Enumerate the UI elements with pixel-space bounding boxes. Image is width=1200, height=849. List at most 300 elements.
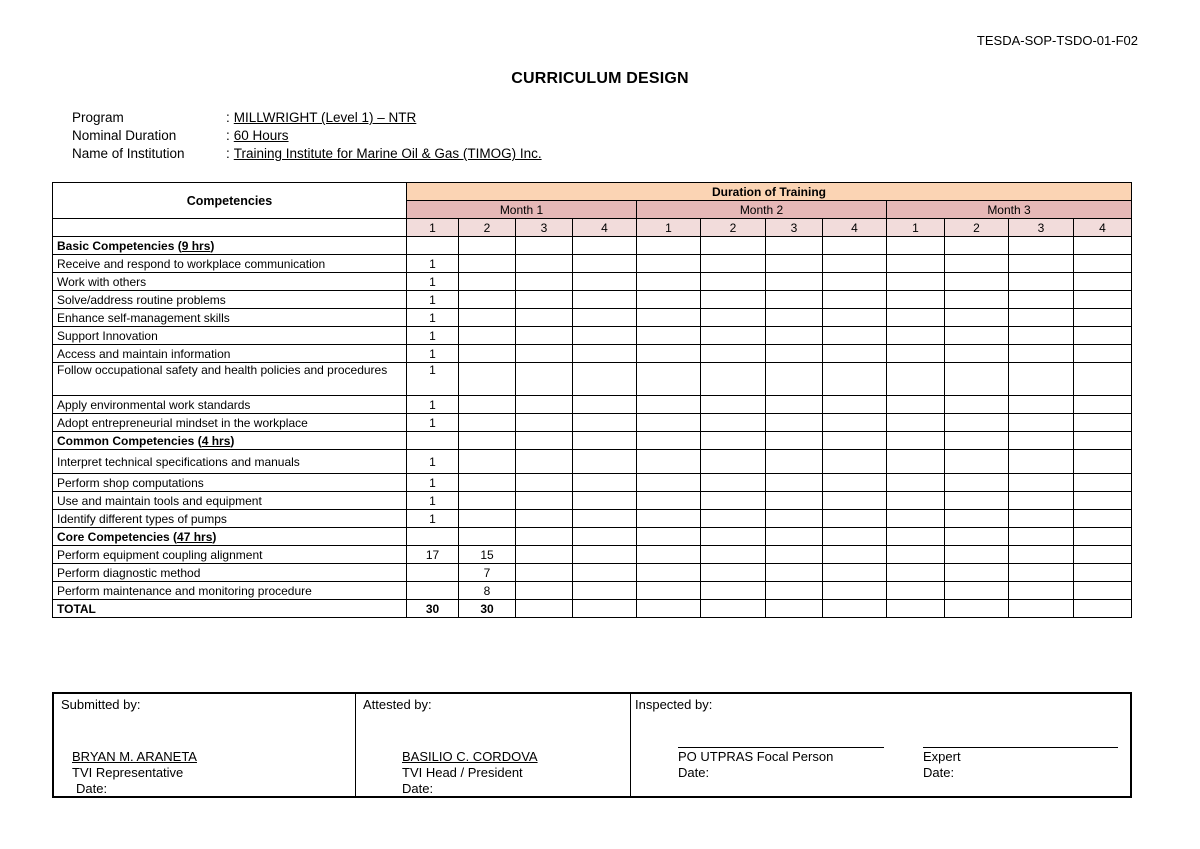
hours-cell: 30	[459, 600, 516, 618]
table-row	[53, 291, 1132, 309]
hours-cell	[573, 396, 637, 414]
expert-role: Expert	[923, 749, 961, 764]
hours-cell	[766, 432, 823, 450]
hours-cell	[766, 345, 823, 363]
hours-cell	[459, 273, 516, 291]
hours-cell	[823, 528, 887, 546]
hours-cell	[637, 363, 701, 396]
hours-cell	[1074, 432, 1132, 450]
hours-cell	[701, 273, 766, 291]
hours-cell	[945, 255, 1009, 273]
hours-cell	[1074, 255, 1132, 273]
hours-cell	[637, 432, 701, 450]
hours-cell	[701, 255, 766, 273]
competency-label: Access and maintain information	[53, 345, 407, 363]
hours-cell	[637, 546, 701, 564]
week-header: 4	[823, 219, 887, 237]
hours-cell	[766, 510, 823, 528]
hours-cell	[823, 432, 887, 450]
hours-cell	[887, 273, 945, 291]
hours-cell	[701, 432, 766, 450]
hours-cell	[887, 582, 945, 600]
hours-cell	[637, 237, 701, 255]
hours-cell: 1	[407, 345, 459, 363]
hours-cell	[823, 291, 887, 309]
section-label: Core Competencies (	[57, 529, 178, 544]
expert-signature-line	[923, 747, 1118, 781]
hours-cell	[823, 582, 887, 600]
hours-cell	[1009, 273, 1074, 291]
hours-cell: 1	[407, 396, 459, 414]
table-row	[53, 492, 1132, 510]
hours-cell	[516, 528, 573, 546]
hours-cell	[766, 273, 823, 291]
hours-cell	[766, 600, 823, 618]
hours-cell	[701, 309, 766, 327]
hours-cell	[573, 510, 637, 528]
hours-cell	[459, 345, 516, 363]
hours-cell	[573, 363, 637, 396]
hours-cell	[887, 510, 945, 528]
hours-cell	[945, 492, 1009, 510]
competency-label: Perform diagnostic method	[53, 564, 407, 582]
hours-cell	[766, 492, 823, 510]
hours-cell	[516, 546, 573, 564]
hours-cell	[459, 255, 516, 273]
hours-cell	[887, 363, 945, 396]
hours-cell: 1	[407, 414, 459, 432]
expert-date: Date:	[923, 765, 955, 780]
hours-cell	[1074, 237, 1132, 255]
hours-cell	[637, 255, 701, 273]
hours-cell	[887, 291, 945, 309]
hours-cell	[766, 327, 823, 345]
hours-cell	[516, 492, 573, 510]
hours-cell	[637, 327, 701, 345]
hours-cell	[516, 273, 573, 291]
hours-cell	[766, 237, 823, 255]
hours-cell	[701, 600, 766, 618]
section-close: )	[230, 433, 235, 448]
hours-cell	[637, 396, 701, 414]
hours-cell	[945, 528, 1009, 546]
signature-box	[52, 692, 1132, 798]
hours-cell	[887, 432, 945, 450]
hours-cell: 30	[407, 600, 459, 618]
hours-cell	[945, 414, 1009, 432]
hours-cell	[887, 255, 945, 273]
hours-cell	[945, 546, 1009, 564]
program-info	[72, 109, 542, 163]
institution-label: Name of Institution	[72, 146, 185, 161]
duration-value: 60 Hours	[233, 128, 289, 143]
hours-cell	[887, 600, 945, 618]
hours-cell	[637, 582, 701, 600]
hours-cell	[637, 600, 701, 618]
hours-cell	[637, 273, 701, 291]
competency-label: Apply environmental work standards	[53, 396, 407, 414]
hours-cell: 1	[407, 363, 459, 396]
hours-cell	[887, 396, 945, 414]
competency-label: Solve/address routine problems	[53, 291, 407, 309]
hours-cell	[945, 327, 1009, 345]
hours-cell: 1	[407, 474, 459, 492]
hours-cell	[573, 414, 637, 432]
competency-label: Enhance self-management skills	[53, 309, 407, 327]
hours-cell	[887, 492, 945, 510]
hours-cell	[573, 345, 637, 363]
week-header: 1	[637, 219, 701, 237]
utpras-date: Date:	[678, 765, 710, 780]
hours-cell	[637, 528, 701, 546]
hours-cell	[1009, 345, 1074, 363]
competency-label: Identify different types of pumps	[53, 510, 407, 528]
duration-header: Duration of Training	[407, 183, 1132, 201]
hours-cell	[1074, 396, 1132, 414]
hours-cell	[1009, 309, 1074, 327]
curriculum-table	[52, 182, 1132, 618]
hours-cell	[823, 474, 887, 492]
hours-cell	[701, 363, 766, 396]
hours-cell: 1	[407, 327, 459, 345]
hours-cell	[945, 345, 1009, 363]
total-label: TOTAL	[53, 600, 407, 618]
hours-cell	[459, 396, 516, 414]
hours-cell	[459, 474, 516, 492]
section-hours: 9 hrs	[181, 238, 211, 253]
hours-cell	[945, 450, 1009, 474]
hours-cell	[459, 327, 516, 345]
week-header: 3	[516, 219, 573, 237]
hours-cell	[945, 564, 1009, 582]
hours-cell	[823, 309, 887, 327]
hours-cell	[887, 309, 945, 327]
hours-cell	[516, 291, 573, 309]
hours-cell	[887, 564, 945, 582]
attested-date: Date:	[402, 781, 434, 796]
table-row	[53, 327, 1132, 345]
hours-cell	[1009, 450, 1074, 474]
hours-cell	[701, 564, 766, 582]
hours-cell: 1	[407, 273, 459, 291]
hours-cell	[637, 450, 701, 474]
hours-cell	[1074, 510, 1132, 528]
hours-cell	[823, 492, 887, 510]
hours-cell	[766, 255, 823, 273]
info-row-institution: Name of Institution : Training Institute for Marine Oil & Gas (TIMOG) Inc.	[72, 146, 542, 161]
hours-cell: 7	[459, 564, 516, 582]
competency-label: Perform maintenance and monitoring procedure	[53, 582, 407, 600]
hours-cell	[887, 237, 945, 255]
table-row	[53, 273, 1132, 291]
month-header: Month 2	[637, 201, 887, 219]
hours-cell	[573, 474, 637, 492]
hours-cell	[823, 450, 887, 474]
hours-cell	[823, 273, 887, 291]
hours-cell	[1074, 309, 1132, 327]
hours-cell	[1009, 291, 1074, 309]
section-title	[53, 237, 407, 255]
hours-cell	[573, 600, 637, 618]
hours-cell	[766, 396, 823, 414]
hours-cell	[766, 414, 823, 432]
hours-cell	[701, 492, 766, 510]
hours-cell	[637, 492, 701, 510]
hours-cell	[516, 510, 573, 528]
hours-cell	[459, 450, 516, 474]
table-row	[53, 363, 1132, 396]
competency-label: Perform shop computations	[53, 474, 407, 492]
hours-cell	[1074, 546, 1132, 564]
hours-cell	[516, 474, 573, 492]
competency-label: Adopt entrepreneurial mindset in the workplace	[53, 414, 407, 432]
page-title: CURRICULUM DESIGN	[511, 70, 689, 87]
hours-cell	[701, 582, 766, 600]
hours-cell	[637, 309, 701, 327]
hours-cell	[887, 546, 945, 564]
hours-cell	[516, 345, 573, 363]
inspected-section	[631, 694, 1130, 796]
table-row	[53, 546, 1132, 564]
section-row	[53, 528, 1132, 546]
hours-cell	[766, 546, 823, 564]
section-label: Basic Competencies (	[57, 238, 182, 253]
hours-cell	[1074, 363, 1132, 396]
table-row	[53, 309, 1132, 327]
hours-cell	[1009, 327, 1074, 345]
hours-cell	[573, 255, 637, 273]
hours-cell	[823, 414, 887, 432]
hours-cell	[823, 546, 887, 564]
hours-cell	[701, 528, 766, 546]
duration-label: Nominal Duration	[72, 128, 177, 143]
week-header: 3	[766, 219, 823, 237]
section-hours: 47 hrs	[177, 529, 213, 544]
hours-cell	[516, 237, 573, 255]
hours-cell	[1009, 564, 1074, 582]
hours-cell	[459, 309, 516, 327]
table-row	[53, 414, 1132, 432]
program-label: Program	[72, 110, 124, 125]
hours-cell	[516, 327, 573, 345]
hours-cell	[407, 564, 459, 582]
section-close: )	[212, 529, 217, 544]
hours-cell	[407, 582, 459, 600]
attested-role: TVI Head / President	[402, 765, 523, 780]
week-header: 4	[1074, 219, 1132, 237]
attested-label: Attested by:	[363, 697, 432, 712]
table-row	[53, 345, 1132, 363]
hours-cell	[766, 528, 823, 546]
hours-cell	[459, 363, 516, 396]
hours-cell	[1074, 345, 1132, 363]
section-close: )	[210, 238, 215, 253]
hours-cell	[407, 528, 459, 546]
hours-cell	[823, 255, 887, 273]
hours-cell	[573, 564, 637, 582]
hours-cell	[945, 396, 1009, 414]
hours-cell	[573, 432, 637, 450]
competencies-header: Competencies	[53, 183, 407, 219]
hours-cell	[1074, 582, 1132, 600]
hours-cell	[637, 510, 701, 528]
hours-cell	[1074, 273, 1132, 291]
hours-cell	[1009, 432, 1074, 450]
hours-cell	[1074, 564, 1132, 582]
competency-label: Follow occupational safety and health policies and procedures	[53, 363, 407, 396]
hours-cell	[637, 291, 701, 309]
hours-cell	[516, 363, 573, 396]
week-header: 2	[701, 219, 766, 237]
hours-cell	[701, 450, 766, 474]
hours-cell	[1009, 528, 1074, 546]
hours-cell	[945, 273, 1009, 291]
hours-cell	[945, 600, 1009, 618]
hours-cell	[573, 546, 637, 564]
hours-cell	[766, 582, 823, 600]
hours-cell	[701, 237, 766, 255]
hours-cell	[823, 510, 887, 528]
hours-cell	[945, 309, 1009, 327]
hours-cell	[945, 237, 1009, 255]
hours-cell	[637, 414, 701, 432]
hours-cell	[945, 363, 1009, 396]
hours-cell	[1009, 510, 1074, 528]
hours-cell	[1074, 327, 1132, 345]
hours-cell	[945, 474, 1009, 492]
hours-cell	[945, 510, 1009, 528]
hours-cell	[1009, 492, 1074, 510]
hours-cell	[459, 492, 516, 510]
hours-cell	[701, 546, 766, 564]
hours-cell	[1074, 414, 1132, 432]
hours-cell	[573, 528, 637, 546]
hours-cell	[573, 291, 637, 309]
hours-cell	[887, 450, 945, 474]
section-label: Common Competencies (	[57, 433, 202, 448]
hours-cell	[887, 528, 945, 546]
attested-name: BASILIO C. CORDOVA	[402, 749, 538, 764]
hours-cell	[701, 396, 766, 414]
hours-cell	[573, 237, 637, 255]
total-row	[53, 600, 1132, 618]
info-row-program: Program : MILLWRIGHT (Level 1) – NTR	[72, 110, 417, 125]
hours-cell: 15	[459, 546, 516, 564]
hours-cell	[701, 291, 766, 309]
hours-cell	[887, 414, 945, 432]
hours-cell	[823, 396, 887, 414]
hours-cell	[573, 582, 637, 600]
table-row	[53, 255, 1132, 273]
hours-cell	[701, 345, 766, 363]
hours-cell	[1074, 291, 1132, 309]
table-row	[53, 474, 1132, 492]
hours-cell	[516, 564, 573, 582]
hours-cell: 1	[407, 492, 459, 510]
table-row	[53, 450, 1132, 474]
table-row	[53, 582, 1132, 600]
section-title	[53, 432, 407, 450]
hours-cell	[573, 327, 637, 345]
hours-cell: 8	[459, 582, 516, 600]
week-header: 1	[887, 219, 945, 237]
hours-cell	[459, 528, 516, 546]
hours-cell: 1	[407, 291, 459, 309]
week-header: 2	[459, 219, 516, 237]
hours-cell	[1009, 600, 1074, 618]
hours-cell	[945, 432, 1009, 450]
program-value: MILLWRIGHT (Level 1) – NTR	[233, 110, 417, 125]
institution-value: Training Institute for Marine Oil & Gas (TIMOG) Inc.	[233, 146, 542, 161]
competency-label: Use and maintain tools and equipment	[53, 492, 407, 510]
inspected-label: Inspected by:	[635, 697, 713, 712]
hours-cell	[1074, 450, 1132, 474]
hours-cell	[823, 564, 887, 582]
hours-cell	[459, 414, 516, 432]
hours-cell	[701, 327, 766, 345]
hours-cell	[766, 474, 823, 492]
attested-section	[356, 694, 631, 796]
hours-cell	[637, 345, 701, 363]
submitted-label: Submitted by:	[61, 697, 141, 712]
hours-cell	[701, 510, 766, 528]
hours-cell: 1	[407, 450, 459, 474]
week-header: 3	[1009, 219, 1074, 237]
utpras-signature-line	[678, 747, 884, 781]
hours-cell	[1074, 492, 1132, 510]
hours-cell	[766, 363, 823, 396]
week-header: 1	[407, 219, 459, 237]
hours-cell	[573, 492, 637, 510]
competency-label: Receive and respond to workplace communication	[53, 255, 407, 273]
hours-cell	[1009, 363, 1074, 396]
section-row	[53, 237, 1132, 255]
hours-cell	[945, 291, 1009, 309]
hours-cell	[1074, 528, 1132, 546]
week-header: 2	[945, 219, 1009, 237]
form-code: TESDA-SOP-TSDO-01-F02	[976, 33, 1138, 48]
submitted-name: BRYAN M. ARANETA	[72, 749, 197, 764]
hours-cell	[1009, 582, 1074, 600]
section-title	[53, 528, 407, 546]
hours-cell	[1009, 396, 1074, 414]
submitted-date: Date:	[76, 781, 108, 796]
month-header: Month 1	[407, 201, 637, 219]
hours-cell	[766, 309, 823, 327]
week-header: 4	[573, 219, 637, 237]
hours-cell	[573, 273, 637, 291]
hours-cell	[459, 237, 516, 255]
hours-cell	[573, 450, 637, 474]
hours-cell	[1009, 546, 1074, 564]
table-row	[53, 564, 1132, 582]
hours-cell	[459, 432, 516, 450]
hours-cell	[516, 432, 573, 450]
hours-cell	[516, 414, 573, 432]
hours-cell	[945, 582, 1009, 600]
hours-cell	[823, 600, 887, 618]
competency-label: Work with others	[53, 273, 407, 291]
hours-cell	[407, 432, 459, 450]
submitted-role: TVI Representative	[72, 765, 184, 780]
hours-cell	[887, 345, 945, 363]
hours-cell	[516, 255, 573, 273]
hours-cell	[407, 237, 459, 255]
hours-cell: 1	[407, 309, 459, 327]
competency-label: Support Innovation	[53, 327, 407, 345]
info-row-duration: Nominal Duration : 60 Hours	[72, 128, 289, 143]
hours-cell	[516, 396, 573, 414]
